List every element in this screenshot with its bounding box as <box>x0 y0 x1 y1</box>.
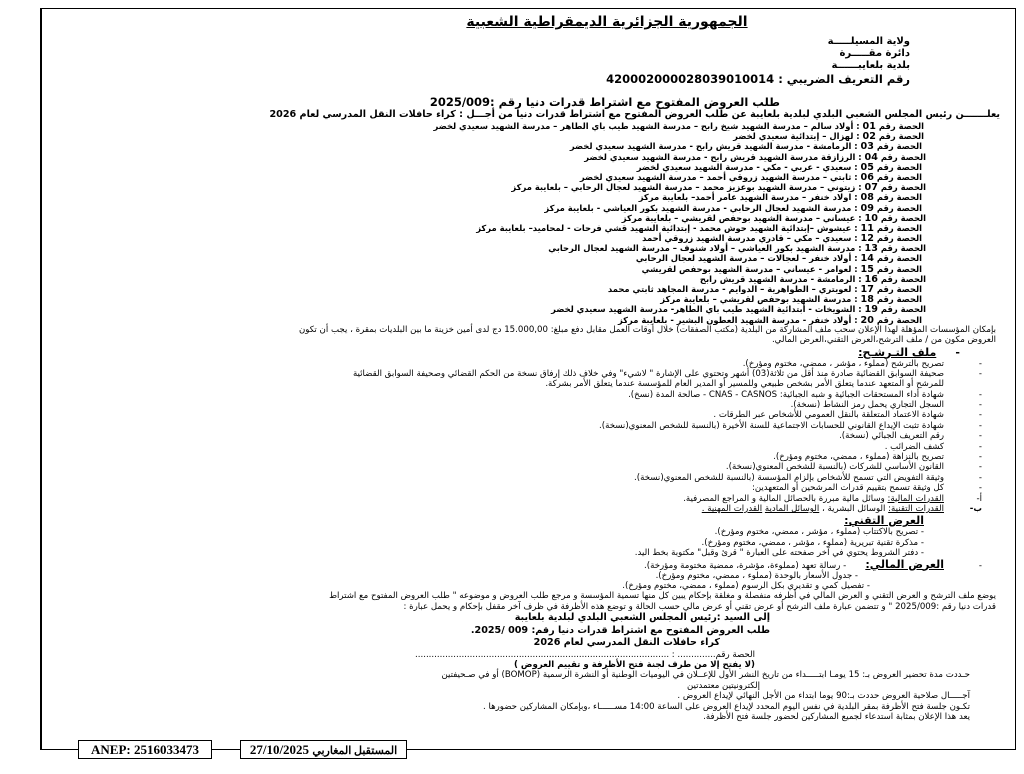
lot-row: الحصة رقم 01 : أولاد سالم – مدرسة الشهيد شيخ رابح – مدرسة الشهيد طيب باي الطاهر – مدرسة الشهيد سعيدي لخضر <box>433 121 924 132</box>
capacity-a-text: وسائل مالية مبررة بالحصائل المالية و المراجع المصرفية. <box>683 493 885 504</box>
financial-item: - جدول الأسعار بالوحدة (مملوء ، ممضي، مختوم ومؤرخ). <box>655 570 858 581</box>
lot-number: 03 <box>860 141 874 153</box>
lot-number: 04 <box>864 151 878 163</box>
lot-description: سعيدي - عربي - مكي - مدرسة الشهيد سعيدي لخضر <box>636 161 852 172</box>
envelope-lot-line: الحصة رقم.............. : ............................................................................................. <box>415 649 755 660</box>
publication-date: 27/10/2025 <box>249 742 310 757</box>
lot-label: الحصة رقم <box>876 284 922 294</box>
lots-list <box>44 121 1010 325</box>
lot-row: الحصة رقم 04 : الرزازقة مدرسة الشهيد قريش رابح - مدرسة الشهيد سعيدي لخضر <box>584 151 926 163</box>
lot-row: الحصة رقم 16 : الرمامشة - مدرسة الشهيد قريش رابح <box>699 273 926 285</box>
lot-label: الحصة رقم <box>876 171 922 182</box>
lot-label: الحصة رقم <box>876 263 922 274</box>
lot-number: 06 <box>860 171 874 183</box>
tax-id-value: 420002000028039010014 <box>606 72 775 86</box>
lot-description: لهزال – إبتدائية سعيدي لخضر <box>733 131 854 142</box>
candidature-item-continuation: للمرشح أو المتعهد عندما يتعلق الأمر بشخص طبيعي وللمسير أو المدير العام للمؤسسة عندما يتعلق الأمر بشركة. <box>545 379 944 390</box>
capacity-a-title: القدرات المالية: <box>887 493 944 504</box>
candidature-item-text: القانون الأساسي للشركات (بالنسبة للشخص المعنوي(نسخة). <box>725 462 944 473</box>
lot-label: الحصة رقم <box>876 192 922 203</box>
envelope-line-2: قدرات دنيا رقم :2025/009 " و تتضمن عبارة ملف الترشح أو عرض تقني أو عرض مالي حسب الحالة و توضع هذه الأظرفة في ظرف آخر مقفل بإحكام و يحمل عبارة : <box>403 601 996 612</box>
candidature-item-text: وثيقة التفويض التي تسمح للأشخاص بإلزام المؤسسة (بالنسبة للشخص المعنوي(نسخة). <box>634 472 944 483</box>
lot-description: سعيدي – مكي – قادري مدرسة الشهيد زروقي أحمد <box>642 233 852 244</box>
lot-description: مدرسة الشهيد بكور العياشي – أولاد شنوف – مدرسة الشهيد لعجال الرحابي <box>548 243 856 254</box>
lot-label: الحصة رقم <box>880 273 926 284</box>
footer-line <box>210 749 242 750</box>
lot-label: الحصة رقم <box>878 131 924 142</box>
lot-number: 13 <box>864 243 878 255</box>
lot-description: الشويخات - أبتدائية الشهيد طيب باي الطاهر- مدرسة الشهيد سعيدي لخضر <box>551 304 856 315</box>
lot-description: الرزازقة مدرسة الشهيد قريش رابح - مدرسة الشهيد سعيدي لخضر <box>584 151 856 162</box>
lot-description: مدرسة الشهيد بوحفص لقريشي – بلعايبة مركز <box>660 294 852 305</box>
envelope-subject: كراء حافلات النقل المدرسي لعام 2026 <box>533 637 720 649</box>
candidature-item: -تصريح بالترشح (مملوء ، مؤشر ، ممضي، مختوم ومؤرخ). <box>742 358 982 369</box>
announcement: يعلـــــــن رئيس المجلس الشعبي البلدي لبلدية بلعايبة عن طلب العروض المفتوح مع اشتراط قدرات دنيا من أجـــل : كراء حافلات النقل المدرسي لعام 2026 <box>269 109 1000 120</box>
lot-row: الحصة رقم 10 : عيساني – مدرسة الشهيد بوحفص لقريشي – بلعايبة مركز <box>621 212 926 224</box>
candidature-item: -وثيقة التفويض التي تسمح للأشخاص بإلزام المؤسسة (بالنسبة للشخص المعنوي(نسخة). <box>634 472 982 483</box>
financial-item: - رسالة تعهد (مملوءة، مؤشرة، ممضية مختومة ومؤرخة). <box>644 560 847 571</box>
lot-row: الحصة رقم 07 : زيتوني – مدرسة الشهيد بوعزيز محمد – مدرسة الشهيد لعجال الرحابي – بلعايبة مركز <box>511 182 926 194</box>
lot-row: الحصة رقم 14 : أولاد خنفر – لعجالات – مدرسة الشهيد لعجال الرحابي <box>635 253 922 265</box>
lot-description: اولاد خنفر – مدرسة الشهيد عامر أحمد– بلعايبة مركز <box>638 192 852 203</box>
envelope-line-1: يوضع ملف الترشح و العرض التقني و العرض المالي في أظرفه منفصلة و مغلقة بإحكام يبين كل منها تسمية المؤسسة و مرجع طلب العروض و موضوعه " طلب العروض المفتوح مع اشتراط <box>329 591 996 602</box>
lot-description: أولاد خنفر – لعجالات – مدرسة الشهيد لعجال الرحابي <box>635 253 852 264</box>
candidature-item: -السجل التجاري يحمل رمز النشاط (نسخة). <box>790 400 982 411</box>
lot-number: 08 <box>860 192 874 204</box>
tender-title: طلب العروض المفتوح مع اشتراط قدرات دنيا رقم :2025/009 <box>429 95 780 109</box>
tax-id-line <box>44 72 1010 87</box>
lot-row: الحصة رقم 20 : أولاد خنفر - مدرسة الشهيد العطون البشير - بلعايبة مركز <box>617 314 922 326</box>
candidature-item: -شهادة الاعتماد المتعلقة بالنقل العمومي للأشخاص عبر الطرقات . <box>713 410 982 421</box>
lot-label: الحصة رقم <box>876 141 922 152</box>
lot-number: 20 <box>860 314 874 326</box>
lot-label: الحصة رقم <box>880 182 926 193</box>
commune: بلدية بلعايبــــــة <box>831 60 910 71</box>
lot-label: الحصة رقم <box>876 202 922 213</box>
lot-number: 05 <box>860 161 874 173</box>
lot-description: زيتوني – مدرسة الشهيد بوعزيز محمد – مدرسة الشهيد لعجال الرحابي – بلعايبة مركز <box>511 182 856 193</box>
republic-title-text: الجمهورية الجزائرية الديمقراطية الشعبية <box>466 14 748 30</box>
candidature-item: -صحيفة السوابق القضائية صادرة منذ أقل من ثلاثة(03) أشهر وتحتوي على الإشارة " لاشيء" وفي خلاف ذلك إرفاق نسخة من الحكم القضائي وصحيفة السوابق القضائية <box>352 368 982 379</box>
anep-box: ANEP: 2516033473 <box>78 740 212 759</box>
lot-row: الحصة رقم 13 : مدرسة الشهيد بكور العياشي – أولاد شنوف – مدرسة الشهيد لعجال الرحابي <box>548 243 926 255</box>
lot-label: الحصة رقم <box>876 161 922 172</box>
lot-row: الحصة رقم 08 : اولاد خنفر – مدرسة الشهيد عامر أحمد– بلعايبة مركز <box>638 192 922 204</box>
technical-heading-text: العرض التقني: <box>844 514 924 528</box>
lot-description: لعويتري – الطواهرية – الدوايم - مدرسة المجاهد ثابتي محمد <box>607 284 852 294</box>
technical-item: - مذكرة تقنية تبريرية (مملوء ، مؤشر ، ممضي، مختوم ومؤرخ). <box>701 537 924 548</box>
prep-period-line-2: إلكترونيتين معتمدتين <box>686 680 760 691</box>
offer-validity: آجـــــال صلاحية العروض حددت بـ:90 يوما ابتداء من الأجل النهائي لإيداع العروض . <box>677 691 970 702</box>
tax-id-label: رقم التعريف الضريبي : <box>778 72 910 86</box>
lot-label: الحصة رقم <box>880 243 926 254</box>
technical-item: - دفتر الشروط يحتوي في آخر صفحته على العبارة " قرئ وقبل" مكتوبة بخط اليد. <box>634 548 924 559</box>
lot-row: الحصة رقم 15 : لعوامر - عيساني – مدرسة الشهيد بوحفص لقريشي <box>641 263 922 275</box>
wilaya: ولاية المسيلـــــة <box>827 36 910 47</box>
lot-number: 10 <box>864 212 878 224</box>
candidature-item-text: السجل التجاري يحمل رمز النشاط (نسخة). <box>790 400 944 411</box>
candidature-heading: - ملف التـرشـح: <box>858 345 960 359</box>
lot-description: عيشوش –إبتدائية الشهيد حوش محمد - إبتدائية الشهيد قشي فرحات - لمحاميد– بلعايبة مركز <box>476 222 852 233</box>
capacity-technical <box>44 504 1010 514</box>
lot-row: الحصة رقم 11 : عيشوش –إبتدائية الشهيد حوش محمد - إبتدائية الشهيد قشي فرحات - لمحاميد– بلعايبة مركز <box>476 222 922 234</box>
lot-number: 16 <box>864 273 878 285</box>
newspaper-name: المستقبل المغاربي <box>312 745 398 757</box>
candidature-items <box>44 359 1010 494</box>
technical-item: - تصريح بالاكتتاب (مملوء ، مؤشر ، ممضي، مختوم ومؤرخ). <box>714 527 924 538</box>
lot-description: الرمامشة - مدرسة الشهيد قريش رابح - مدرسة الشهيد سعيدي لخضر <box>569 141 852 152</box>
candidature-item-text: شهادة أداء المستحقات الجبائية و شبه الجبائية: CNAS - CASNOS - صالحة المدة (نسخ). <box>628 389 944 400</box>
daira: دائرة مقـــــرة <box>839 48 910 59</box>
footer-line <box>40 749 80 750</box>
lot-row: الحصة رقم 09 : مدرسة الشهيد لعجال الرحابي - مدرسة الشهيد بكور العياشي - بلعايبة مركز <box>544 202 922 214</box>
lot-number: 01 <box>862 121 876 132</box>
candidature-item-text: شهادة الاعتماد المتعلقة بالنقل العمومي للأشخاص عبر الطرقات . <box>713 410 944 421</box>
candidature-item: -كشف الضرائب . <box>884 441 982 452</box>
candidature-item-text: كشف الضرائب . <box>884 441 944 452</box>
envelope-addressee: إلى السيد :رئيس المجلس الشعبي البلدي لبلدية بلعايبة <box>514 612 770 624</box>
lot-number: 12 <box>860 233 874 245</box>
newspaper-date-box <box>240 740 407 759</box>
capacity-a-label: أ- <box>976 493 982 504</box>
candidature-item: -شهادة أداء المستحقات الجبائية و شبه الجبائية: CNAS - CASNOS - صالحة المدة (نسخ). <box>628 389 982 400</box>
financial-item: - تفصيل كمي و تقديري بكل الرسوم (مملوء ، ممضي، مختوم ومؤرخ). <box>622 580 870 591</box>
candidature-item-text: كل وثيقة تسمح بتقييم قدرات المرشحين أو المتعهدين: <box>751 483 944 494</box>
lot-description: عيساني – مدرسة الشهيد بوحفص لقريشي – بلعايبة مركز <box>621 212 856 223</box>
lot-number: 09 <box>860 202 874 214</box>
lot-description: الرمامشة - مدرسة الشهيد قريش رابح <box>699 273 856 284</box>
lot-row: الحصة رقم 05 : سعيدي - عربي - مكي - مدرسة الشهيد سعيدي لخضر <box>636 161 922 173</box>
lot-row: الحصة رقم 03 : الرمامشة - مدرسة الشهيد قريش رابح - مدرسة الشهيد سعيدي لخضر <box>569 141 922 153</box>
financial-heading-line: -العرض المالي: - رسالة تعهد (مملوءة، مؤشرة، ممضية مختومة ومؤرخة). <box>644 557 982 571</box>
lot-number: 02 <box>862 131 876 143</box>
lot-description: أولاد سالم – مدرسة الشهيد شيخ رابح – مدرسة الشهيد طيب باي الطاهر – مدرسة الشهيد سعيدي لخضر <box>433 121 854 131</box>
opening-session: تكـون جلسة فتح الأظرفة بمقر البلدية في نفس اليوم المحدد لإيداع العروض على الساعة 14:00 مســــــاء ،وبإمكان المشاركين حضورها . <box>483 701 970 712</box>
intro-line-1: بإمكان المؤسسات المؤهلة لهذا الإعلان سحب ملف المشاركة من البلدية (مكتب الصفقات) خلال أوقات العمل مقابل دفع مبلغ: 15.000,00 دج لدى أمين خزينة ما بين البلديات بمقرة ، يجب أن تكون <box>298 324 996 335</box>
lot-row: الحصة رقم 19 : الشويخات - أبتدائية الشهيد طيب باي الطاهر- مدرسة الشهيد سعيدي لخضر <box>551 304 926 316</box>
candidature-item-text: تصريح بالترشح (مملوء ، مؤشر ، ممضي، مختوم ومؤرخ). <box>742 358 944 369</box>
lot-label: الحصة رقم <box>876 233 922 244</box>
lot-row: الحصة رقم 18 : مدرسة الشهيد بوحفص لقريشي – بلعايبة مركز <box>660 294 922 306</box>
lot-row: الحصة رقم 02 : لهزال – إبتدائية سعيدي لخضر <box>733 131 924 143</box>
lot-number: 11 <box>860 222 874 234</box>
candidature-item: -شهادة تثبت الإيداع القانوني للحسابات الاجتماعية للسنة الأخيرة (بالنسبة للشخص المعنوي(نسخة). <box>599 420 982 431</box>
lot-number: 19 <box>864 304 878 316</box>
candidature-heading-text: ملف التـرشـح: <box>858 345 937 359</box>
lot-row: الحصة رقم 06 : ثابتي – مدرسة الشهيد زروقي أحمد – مدرسة الشهيد سعيدي لخضر <box>579 171 922 183</box>
intro-line-2: العروض مكون من / ملف الترشح،العرض التقني،العرض المالي. <box>771 335 996 346</box>
lot-label: الحصة رقم <box>880 151 926 162</box>
lot-number: 07 <box>864 182 878 194</box>
lot-number: 14 <box>860 253 874 265</box>
lot-row: الحصة رقم 12 : سعيدي – مكي – قادري مدرسة الشهيد زروقي أحمد <box>642 233 922 245</box>
lot-description: ثابتي – مدرسة الشهيد زروقي أحمد – مدرسة الشهيد سعيدي لخضر <box>579 171 852 182</box>
capacity-financial <box>44 494 1010 504</box>
invitation-notice: يعد هذا الإعلان بمثابة استدعاء لجميع المشاركين لحضور جلسة فتح الأظرفة. <box>703 711 970 722</box>
lot-label: الحصة رقم <box>880 212 926 223</box>
capacity-b-label: ب- <box>969 504 982 514</box>
financial-heading: العرض المالي: <box>865 557 944 571</box>
lot-label: الحصة رقم <box>876 253 922 264</box>
republic-title <box>44 10 1010 36</box>
lot-description: أولاد خنفر - مدرسة الشهيد العطون البشير - بلعايبة مركز <box>617 314 852 325</box>
capacity-b-text1: الوسائل البشرية ، <box>821 504 886 514</box>
candidature-item: -رقم التعريف الجبائي (نسخة). <box>839 431 982 442</box>
candidature-item: -تصريح بالنزاهة (مملوء ، ممضي، مختوم ومؤرخ). <box>773 452 982 463</box>
tender-notice <box>44 10 1010 722</box>
prep-period-line-1: حـددت مدة تحضير العروض بـ: 15 يومـا ابتـــــداء من تاريخ النشر الأول للإعــلان في اليوميات الوطنية أو النشرة الرسمية (BOMOP) أو في صـحيفتين <box>441 670 970 681</box>
envelope-tender-ref: طلب العروض المفتوح مع اشتراط قدرات دنيا رقم: 009 /2025. <box>470 624 770 636</box>
candidature-item-text: تصريح بالنزاهة (مملوء ، ممضي، مختوم ومؤرخ). <box>773 452 944 463</box>
lot-row: الحصة رقم 17 : لعويتري – الطواهرية – الدوايم - مدرسة المجاهد ثابتي محمد <box>607 284 922 295</box>
capacity-b-text3: القدرات المهنية . <box>701 504 763 514</box>
candidature-item-text: رقم التعريف الجبائي (نسخة). <box>839 431 944 442</box>
lot-description: مدرسة الشهيد لعجال الرحابي - مدرسة الشهيد بكور العياشي - بلعايبة مركز <box>544 202 852 213</box>
candidature-item-text: صحيفة السوابق القضائية صادرة منذ أقل من ثلاثة(03) أشهر وتحتوي على الإشارة " لاشيء" وفي خلاف ذلك إرفاق نسخة من الحكم القضائي وصحيفة السوابق القضائية <box>352 368 944 379</box>
lot-label: الحصة رقم <box>878 121 924 131</box>
candidature-item: -القانون الأساسي للشركات (بالنسبة للشخص المعنوي(نسخة). <box>725 462 982 473</box>
lot-number: 17 <box>860 284 874 295</box>
do-not-open: (لا يفتح إلا من طرف لجنة فتح الأظرفة و تقييم العروض ) <box>514 660 755 671</box>
candidature-item: -كل وثيقة تسمح بتقييم قدرات المرشحين أو المتعهدين: <box>751 483 982 494</box>
lot-label: الحصة رقم <box>880 304 926 315</box>
lot-label: الحصة رقم <box>876 222 922 233</box>
capacity-b-title: القدرات التقنية: <box>888 504 944 514</box>
technical-heading <box>44 514 1010 527</box>
lot-number: 18 <box>860 294 874 306</box>
lot-label: الحصة رقم <box>876 314 922 325</box>
lot-label: الحصة رقم <box>876 294 922 305</box>
candidature-item-text: شهادة تثبت الإيداع القانوني للحسابات الاجتماعية للسنة الأخيرة (بالنسبة للشخص المعنوي(نسخة). <box>599 420 944 431</box>
lot-number: 15 <box>860 263 874 275</box>
capacity-b-text2: الوسائل المادية <box>764 504 820 514</box>
lot-description: لعوامر - عيساني – مدرسة الشهيد بوحفص لقريشي <box>641 263 852 274</box>
